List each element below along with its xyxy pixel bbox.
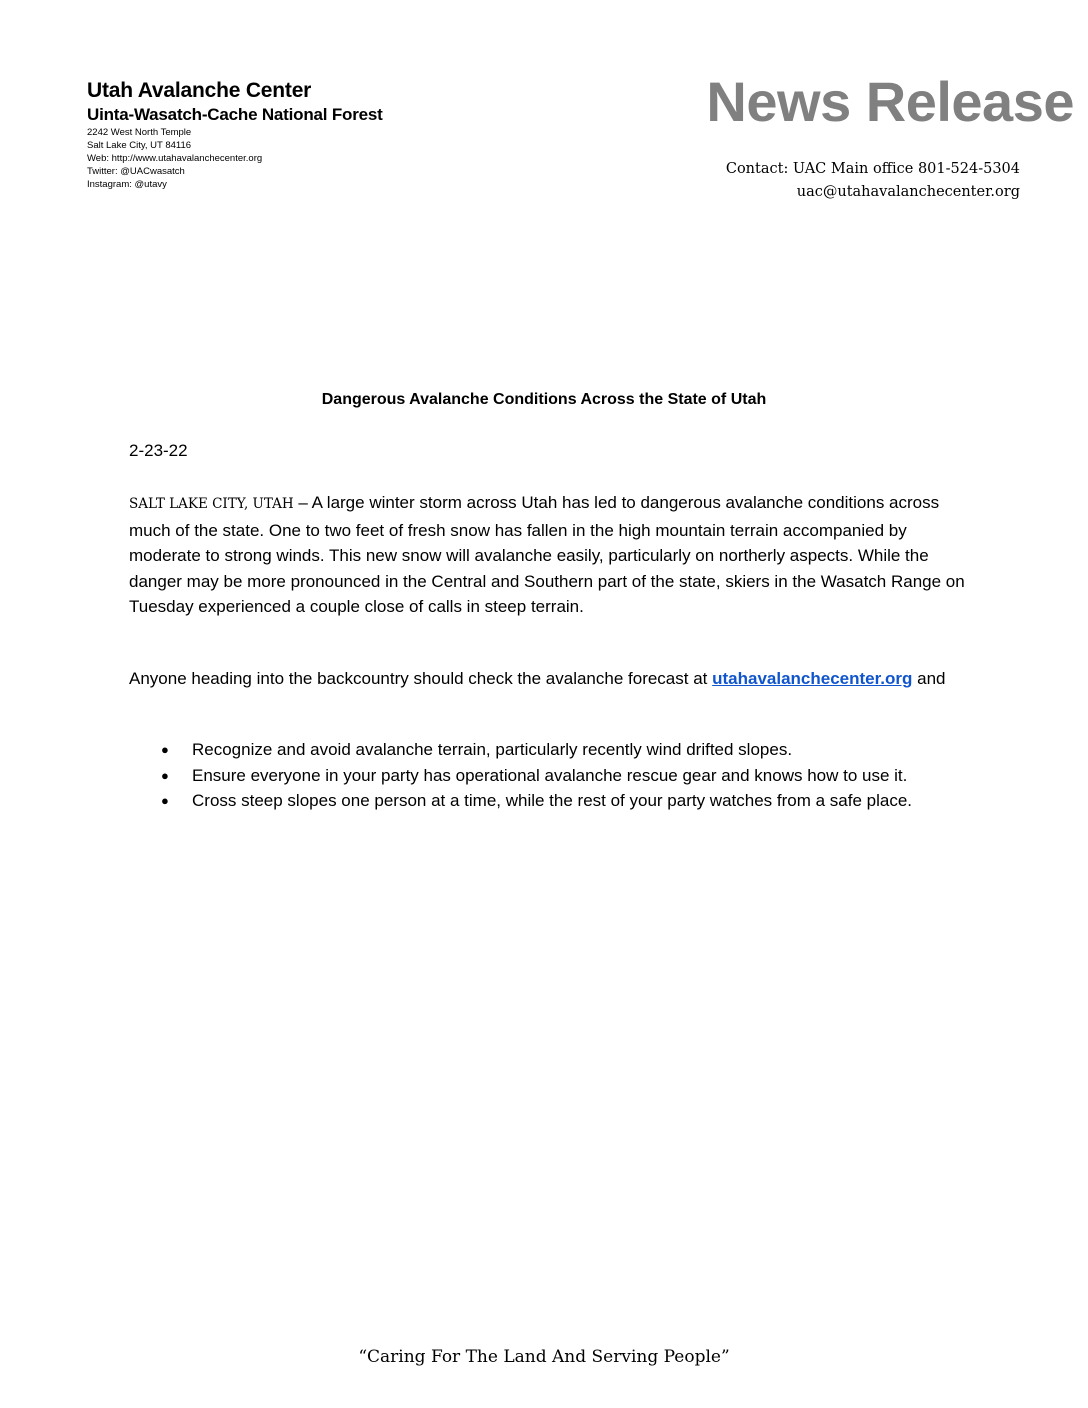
org-name: Utah Avalanche Center [87, 79, 312, 102]
bullet-icon: ● [161, 793, 169, 808]
web-address: Web: http://www.utahavalanchecenter.org [87, 153, 263, 164]
forecast-link[interactable]: utahavalanchecenter.org [712, 669, 913, 688]
address-line-1: 2242 West North Temple [87, 127, 192, 138]
contact-phone: Contact: UAC Main office 801-524-5304 [725, 161, 1020, 177]
news-release-title: News Release [706, 70, 1074, 133]
list-item [129, 737, 979, 763]
paragraph-storm-conditions [129, 490, 969, 620]
safety-tips-list [129, 737, 979, 814]
paragraph-2-prefix: Anyone heading into the backcountry should check the avalanche forecast at [129, 669, 713, 688]
paragraph-forecast [129, 666, 969, 692]
list-item-text: Cross steep slopes one person at a time, while the rest of your party watches from a safe place. [192, 791, 913, 810]
paragraph-1-text: – A large winter storm across Utah has led to dangerous avalanche conditions across much of the state. One to two feet of fresh snow has fallen in the high mountain terrain accompanied by moderate to strong winds. This new snow will avalanche easily, particularly on northerly aspects. While the danger may be more pronounced in the Central and Southern part of the state, skiers in the Wasatch Range on Tuesday experienced a couple close of calls in steep terrain. [129, 493, 965, 616]
bullet-icon: ● [161, 742, 169, 757]
bullet-icon: ● [161, 767, 169, 783]
list-item [129, 763, 979, 789]
contact-block [726, 158, 1020, 204]
twitter-handle: Twitter: @UACwasatch [87, 166, 185, 177]
instagram-handle: Instagram: @utavy [87, 179, 167, 190]
release-date: 2-23-22 [129, 441, 188, 460]
list-item-text: Ensure everyone in your party has operational avalanche rescue gear and knows how to use it. [192, 765, 908, 785]
list-item-text: Recognize and avoid avalanche terrain, particularly recently wind drifted slopes. [192, 740, 793, 759]
dateline: SALT LAKE CITY, UTAH [129, 496, 294, 512]
organization-header [87, 78, 383, 191]
forest-name: Uinta-Wasatch-Cache National Forest [87, 105, 383, 124]
article-headline: Dangerous Avalanche Conditions Across the State of Utah [321, 391, 767, 408]
footer-motto: “Caring For The Land And Serving People” [358, 1347, 730, 1367]
paragraph-2-suffix: and [912, 669, 946, 688]
contact-email[interactable]: uac@utahavalanchecenter.org [796, 184, 1020, 200]
address-line-2: Salt Lake City, UT 84116 [87, 140, 192, 151]
list-item [129, 788, 979, 814]
